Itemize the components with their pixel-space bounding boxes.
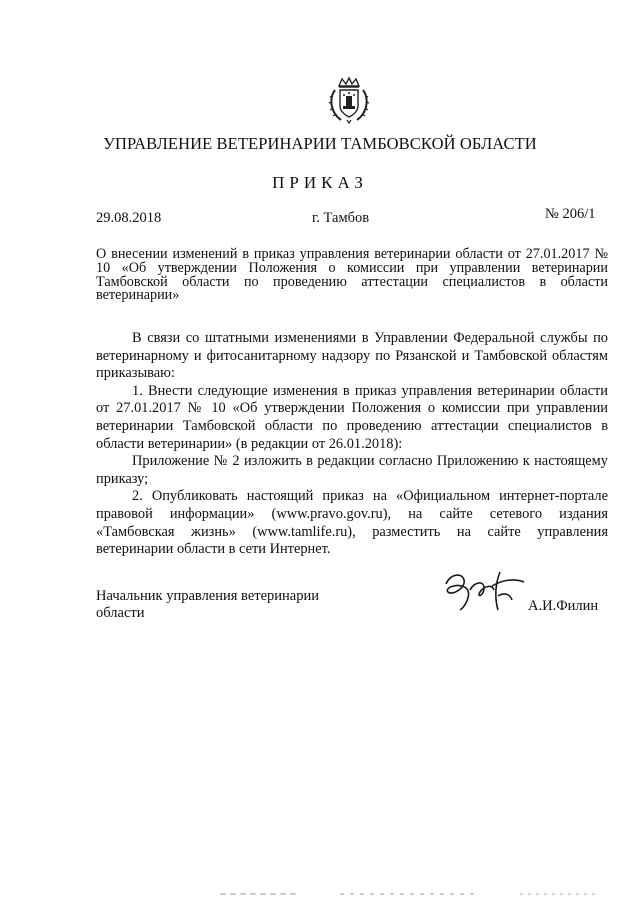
- tambov-coat-of-arms-icon: [327, 76, 371, 124]
- agency-name: УПРАВЛЕНИЕ ВЕТЕРИНАРИИ ТАМБОВСКОЙ ОБЛАСТИ: [103, 134, 537, 153]
- document-type: ПРИКАЗ: [272, 173, 368, 192]
- body-paragraph: В связи со штатными изменениями в Управлении Федеральной службы по ветеринарному и фитосанитарному надзору по Рязанской и Тамбовской областям приказываю:: [96, 330, 608, 382]
- document-date: 29.08.2018: [96, 210, 162, 226]
- document-subject: О внесении изменений в приказ управления ветеринарии области от 27.01.2017 № 10 «Об утверждении Положения о комиссии при управлении ветеринарии Тамбовской области по проведению аттестации специалистов в области ветеринарии»: [96, 246, 608, 304]
- document-number: № 206/1: [545, 206, 596, 222]
- signatory-name: А.И.Филин: [528, 598, 599, 614]
- body-paragraph: 2. Опубликовать настоящий приказ на «Официальном интернет-портале правовой информации» (www.pravo.gov.ru), на сайте сетевого издания «Тамбовская жизнь» (www.tamlife.ru), разместить на сайте управления ветеринарии области в сети Интернет.: [96, 488, 608, 558]
- scan-edge-artifact: [0, 880, 640, 905]
- body-paragraph: Приложение № 2 изложить в редакции согласно Приложению к настоящему приказу;: [96, 453, 608, 487]
- document-body: [96, 330, 608, 559]
- body-paragraph: 1. Внести следующие изменения в приказ управления ветеринарии области от 27.01.2017 № 10 «Об утверждении Положения о комиссии при управлении ветеринарии Тамбовской области по проведению аттестации специалистов в области ветеринарии» (в редакции от 26.01.2018):: [96, 382, 608, 452]
- handwritten-signature: [440, 566, 530, 616]
- signatory-title: Начальник управления ветеринарии области: [96, 588, 320, 621]
- document-city: г. Тамбов: [312, 210, 370, 226]
